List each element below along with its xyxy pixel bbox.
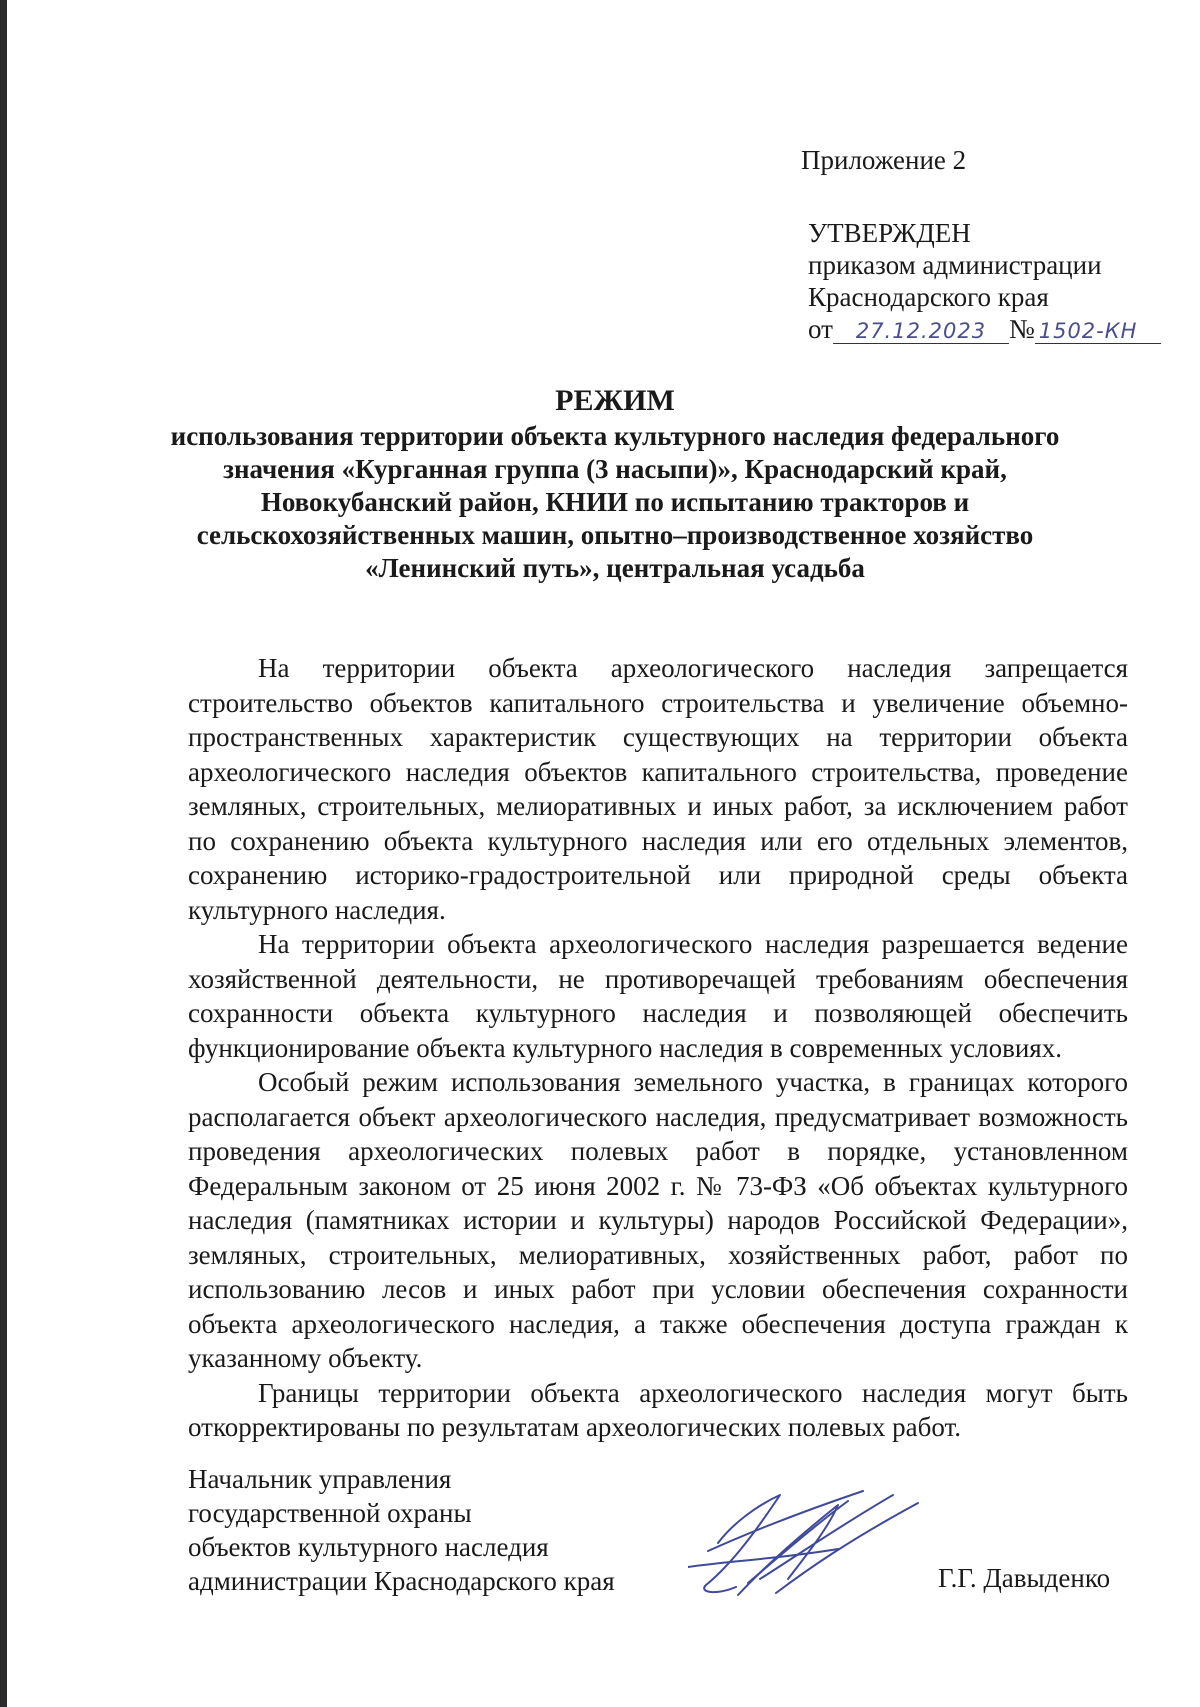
attachment-label: Приложение 2 (801, 145, 967, 175)
order-prefix: от (808, 314, 833, 344)
signer-position (188, 1462, 615, 1598)
signer-name: Г.Г. Давыденко (938, 1563, 1111, 1593)
title-line: Новокубанский район, КНИИ по испытанию тракторов и (260, 487, 970, 517)
title-line: использования территории объекта культурного наследия федерального (170, 421, 1060, 451)
position-line: государственной охраны (188, 1498, 472, 1528)
title-line: значения «Курганная группа (3 насыпи)», Краснодарский край, (223, 454, 1007, 484)
order-number-field (1035, 317, 1161, 344)
title-main: РЕЖИМ (555, 384, 675, 417)
body-paragraph: На территории объекта археологического наследия разрешается ведение хозяйственной деятельности, не противоречащей требованиям обеспечения сохранности объекта культурного наследия и позволяющей обеспечить функционирование объекта культурного наследия в современных условиях. (188, 929, 1128, 1063)
position-line: Начальник управления (188, 1464, 452, 1494)
order-line-1: приказом администрации (808, 250, 1102, 280)
position-line: объектов культурного наследия (188, 1532, 549, 1562)
body-paragraph: Особый режим использования земельного участка, в границах которого располагается объект археологического наследия, предусматривает возможность проведения археологических полевых работ в порядке, установленном Федеральным законом от 25 июня 2002 г. № 73-ФЗ «Об объектах культурного наследия (памятниках истории и культуры) народов Российской Федерации», земляных, строительных, мелиоративных, хозяйственных работ, работ по использованию лесов и иных работ при условии обеспечения сохранности объекта археологического наследия, а также обеспечения доступа граждан к указанному объекту. (188, 1067, 1128, 1373)
body-paragraph: Границы территории объекта археологического наследия могут быть откорректированы по результатам археологических полевых работ. (188, 1377, 1128, 1442)
position-line: администрации Краснодарского края (188, 1566, 615, 1596)
order-number-prefix: № (1008, 314, 1035, 344)
document-title (170, 384, 1060, 585)
body-paragraph: На территории объекта археологического наследия запрещается строительство объектов капитального строительства и увеличение объемно-пространственных характеристик существующих на территории объекта археологического наследия объектов капитального строительства, проведение земляных, строительных, мелиоративных и иных работ, за исключением работ по сохранению объекта культурного наследия или его отдельных элементов, сохранению историко-градостроительной или природной среды объекта культурного наследия. (188, 653, 1128, 925)
scan-edge (0, 0, 7, 1707)
approval-block (808, 217, 1161, 345)
approved-label: УТВЕРЖДЕН (808, 218, 971, 248)
order-date-number-line (808, 313, 1161, 345)
title-line: «Ленинский путь», центральная усадьба (365, 553, 865, 583)
handwritten-signature (688, 1483, 928, 1605)
order-date-field (833, 317, 1009, 344)
title-line: сельскохозяйственных машин, опытно–производственное хозяйство (196, 520, 1034, 550)
order-line-2: Краснодарского края (808, 282, 1049, 312)
document-body (188, 651, 1128, 1445)
order-date-handwritten: 27.12.2023 (855, 319, 987, 343)
order-number-handwritten: 1502-КН (1038, 319, 1138, 343)
